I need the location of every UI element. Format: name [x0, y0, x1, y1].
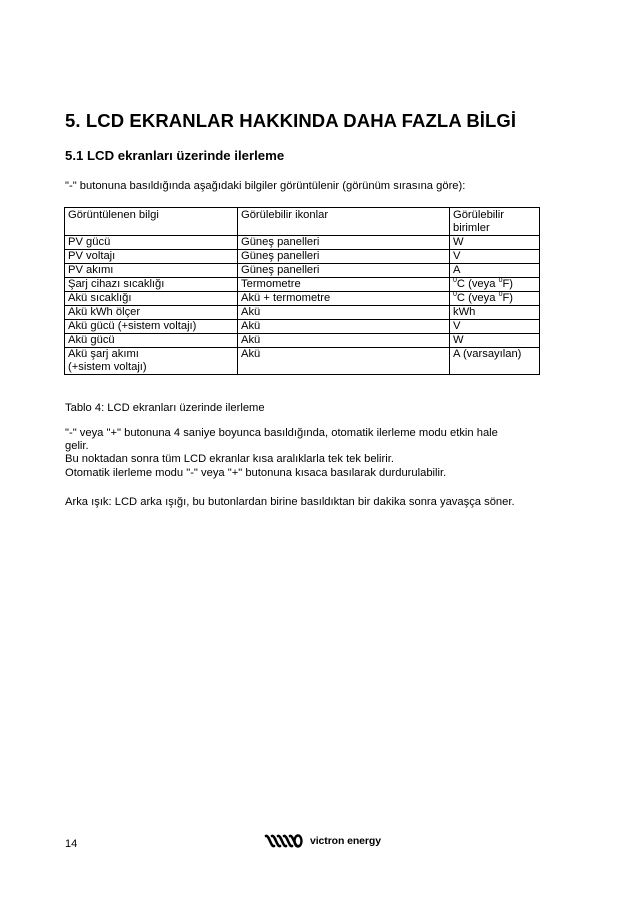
backlight-note: Arka ışık: LCD arka ışığı, bu butonlardan birine basıldıktan bir dakika sonra yavaşça söner. [65, 496, 515, 508]
cell-info: Akü gücü (+sistem voltajı) [65, 320, 238, 334]
cell-icons: Güneş panelleri [238, 236, 450, 250]
cell-units: V [450, 250, 540, 264]
cell-info: Şarj cihazı sıcaklığı [65, 278, 238, 292]
victron-logo-icon [263, 832, 303, 850]
table-row [65, 334, 540, 348]
cell-info: Akü kWh ölçer [65, 306, 238, 320]
header-units-text: Görülebilir birimler [453, 209, 504, 234]
page-title: 5. LCD EKRANLAR HAKKINDA DAHA FAZLA BİLGİ [65, 110, 517, 131]
cell-icons: Akü + termometre [238, 292, 450, 306]
page-number: 14 [65, 838, 78, 850]
cell-info: PV gücü [65, 236, 238, 250]
cell-icons: Akü [238, 334, 450, 348]
brand-name: victron energy [310, 835, 381, 847]
cell-icons: Güneş panelleri [238, 250, 450, 264]
table-row [65, 320, 540, 334]
header-cell-info: Görüntülenen bilgi [65, 208, 238, 236]
cell-info [65, 348, 238, 375]
cell-icons: Güneş panelleri [238, 264, 450, 278]
victron-logo [263, 832, 381, 850]
cell-units: $^0$C (veya $^0$F) [450, 278, 540, 292]
cell-info: Akü sıcaklığı [65, 292, 238, 306]
cell-icons: Akü [238, 306, 450, 320]
table-row [65, 306, 540, 320]
cell-icons: Akü [238, 320, 450, 334]
table-header-row [65, 208, 540, 236]
paragraph-line: Bu noktadan sonra tüm LCD ekranlar kısa aralıklarla tek tek belirir. [65, 453, 394, 466]
cell-info: PV voltajı [65, 250, 238, 264]
cell-units: W [450, 334, 540, 348]
cell-units: V [450, 320, 540, 334]
table-row [65, 236, 540, 250]
cell-units: A (varsayılan) [450, 348, 540, 375]
table-caption: Tablo 4: LCD ekranları üzerinde ilerleme [65, 402, 265, 414]
cell-icons: Termometre [238, 278, 450, 292]
degree-superscript: 0 [498, 291, 503, 298]
cell-units: kWh [450, 306, 540, 320]
header-cell-icons: Görülebilir ikonlar [238, 208, 450, 236]
cell-units: $^0$C (veya $^0$F) [450, 292, 540, 306]
degree-superscript: 0 [453, 277, 457, 284]
cell-info: Akü gücü [65, 334, 238, 348]
section-heading: 5.1 LCD ekranları üzerinde ilerleme [65, 148, 285, 163]
paragraph-line: gelir. [65, 440, 89, 453]
cell-units: A [450, 264, 540, 278]
table-row [65, 292, 540, 306]
paragraph-line: "-" veya "+" butonuna 4 saniye boyunca basıldığında, otomatik ilerleme modu etkin hale [65, 427, 498, 439]
table-row [65, 264, 540, 278]
intro-text: "-" butonuna basıldığında aşağıdaki bilgiler görüntülenir (görünüm sırasına göre): [65, 180, 466, 192]
paragraph-line: Otomatik ilerleme modu "-" veya "+" butonuna kısaca basılarak durdurulabilir. [65, 466, 447, 479]
header-cell-units [450, 208, 540, 236]
table-row [65, 250, 540, 264]
degree-superscript: 0 [498, 277, 503, 284]
cell-units: W [450, 236, 540, 250]
cell-info: PV akımı [65, 264, 238, 278]
table-row [65, 348, 540, 375]
table-row [65, 278, 540, 292]
cell-info-text: Akü şarj akımı (+sistem voltajı) [68, 348, 147, 373]
cell-icons: Akü [238, 348, 450, 375]
auto-scroll-paragraph [65, 427, 565, 480]
lcd-info-table [64, 207, 540, 375]
degree-superscript: 0 [453, 291, 457, 298]
